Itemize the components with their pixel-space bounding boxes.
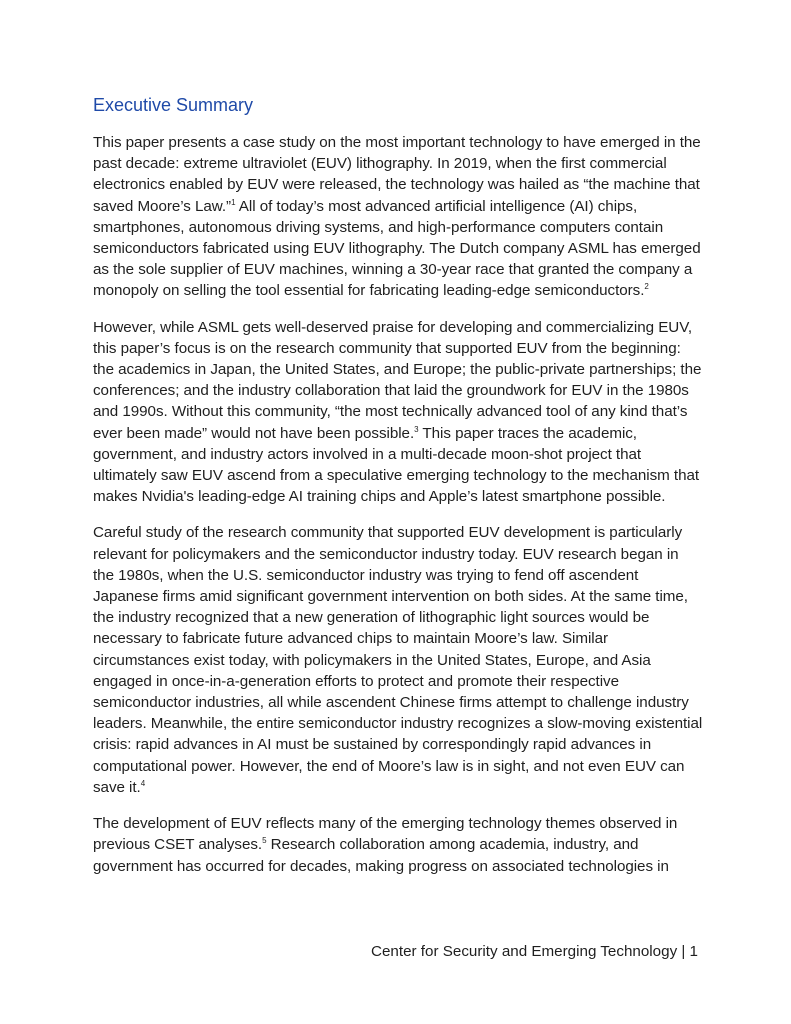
text-run: Research collaboration among academia, industry, and government has occurred for decades, making progress on associated technologies in <box>93 836 669 875</box>
text-run: This paper traces the academic, government, and industry actors involved in a multi-decade moon-shot project that ultimately saw EUV ascend from a speculative emerging technology to the mechanism that makes Nvidia's leading-edge AI training chips and Apple’s latest smartphone possible. <box>93 424 700 506</box>
footnote-marker[interactable]: 2 <box>644 282 649 292</box>
paragraph-1 <box>93 132 703 302</box>
footnote-marker[interactable]: 5 <box>262 836 267 846</box>
paragraph-4 <box>93 813 703 877</box>
text-run: This paper presents a case study on the most important technology to have emerged in the past decade: extreme ultraviolet (EUV) lithography. In 2019, when the first commercial electronics enabled by EUV were released, the technology was hailed as “the machine that saved Moore’s Law.” <box>93 134 701 215</box>
text-run: Careful study of the research community that supported EUV development is particularly relevant for policymakers and the semiconductor industry today. EUV research began in the 1980s, when the U.S. semiconductor industry was trying to fend off ascendent Japanese firms amid significant government intervention on both sides. At the same time, the industry recognized that a new generation of lithographic light sources would be necessary to fabricate future advanced chips to maintain Moore’s law. Similar circumstances exist today, with policymakers in the United States, Europe, and Asia engaged in once-in-a-generation efforts to protect and promote their respective semiconductor industries, all while ascendent Chinese firms attempt to challenge industry leaders. Meanwhile, the entire semiconductor industry recognizes a slow-moving existential crisis: rapid advances in AI must be sustained by correspondingly rapid advances in computational power. However, the end of Moore’s law is in sight, and not even EUV can save it. <box>93 524 703 796</box>
footnote-marker[interactable]: 3 <box>414 424 419 434</box>
paragraph-2 <box>93 317 703 508</box>
footnote-marker[interactable]: 1 <box>231 197 236 207</box>
page-footer: Center for Security and Emerging Technology | 1 <box>371 943 698 960</box>
section-heading: Executive Summary <box>93 95 254 115</box>
text-run: All of today’s most advanced artificial intelligence (AI) chips, smartphones, autonomous driving systems, and high-performance computers contain semiconductors fabricated using EUV lithography. The Dutch company ASML has emerged as the sole supplier of EUV machines, winning a 30-year race that granted the company a monopoly on selling the tool essential for fabricating leading-edge semiconductors. <box>93 197 701 300</box>
paragraph-3 <box>93 522 703 798</box>
text-run: The development of EUV reflects many of the emerging technology themes observed in previous CSET analyses. <box>93 815 678 854</box>
text-run: However, while ASML gets well-deserved praise for developing and commercializing EUV, this paper’s focus is on the research community that supported EUV from the beginning: the academics in Japan, the United States, and Europe; the public-private partnerships; the conferences; and the industry collaboration that laid the groundwork for EUV in the 1980s and 1990s. Without this community, “the most technically advanced tool of any kind that’s ever been made” would not have been possible. <box>93 318 702 442</box>
footnote-marker[interactable]: 4 <box>140 778 146 788</box>
document-page <box>93 93 703 877</box>
